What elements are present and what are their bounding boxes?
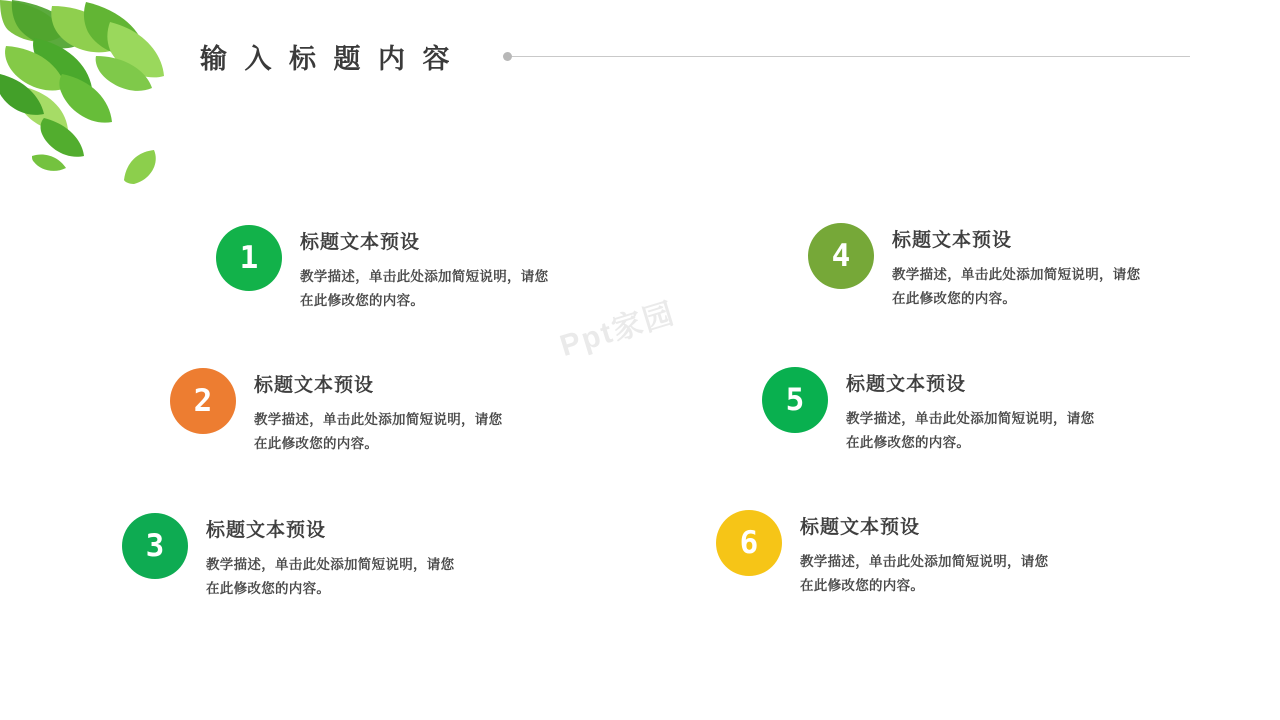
- list-item[interactable]: [762, 367, 1094, 454]
- item-desc-line-2: 在此修改您的内容。: [892, 290, 1017, 306]
- rule-dot-icon: [503, 52, 512, 61]
- item-desc-line-1: 教学描述，单击此处添加简短说明，请您: [254, 412, 503, 427]
- item-number-badge: 1: [216, 225, 282, 291]
- rule-line: [512, 56, 1190, 57]
- item-number-badge: 2: [170, 368, 236, 434]
- item-desc-line-2: 在此修改您的内容。: [254, 435, 379, 451]
- item-text-block: [892, 223, 1140, 310]
- item-text-block: [254, 368, 502, 455]
- item-title: 标题文本预设: [300, 232, 421, 253]
- item-number-badge: 5: [762, 367, 828, 433]
- content-items: [0, 205, 1280, 675]
- item-title: 标题文本预设: [254, 375, 375, 396]
- item-number-badge: 3: [122, 513, 188, 579]
- item-desc-line-2: 在此修改您的内容。: [846, 434, 971, 450]
- item-desc-line-1: 教学描述，单击此处添加简短说明，请您: [846, 411, 1095, 426]
- item-title: 标题文本预设: [206, 520, 327, 541]
- item-title: 标题文本预设: [892, 230, 1013, 251]
- item-text-block: [206, 513, 454, 600]
- item-desc-line-1: 教学描述，单击此处添加简短说明，请您: [300, 269, 549, 284]
- item-desc-line-1: 教学描述，单击此处添加简短说明，请您: [800, 554, 1049, 569]
- list-item[interactable]: [808, 223, 1140, 310]
- item-desc-line-1: 教学描述，单击此处添加简短说明，请您: [206, 557, 455, 572]
- leaf-decoration-small-left: [32, 152, 66, 174]
- item-desc-line-2: 在此修改您的内容。: [800, 577, 925, 593]
- list-item[interactable]: [122, 513, 454, 600]
- watermark: Ppt家园: [556, 296, 680, 364]
- item-text-block: [800, 510, 1048, 597]
- item-desc-line-2: 在此修改您的内容。: [206, 580, 331, 596]
- slide-header: [200, 30, 1190, 82]
- item-title: 标题文本预设: [846, 374, 967, 395]
- item-number-badge: 4: [808, 223, 874, 289]
- list-item[interactable]: [216, 225, 548, 312]
- item-number-badge: 6: [716, 510, 782, 576]
- title-rule: [503, 50, 1190, 62]
- list-item[interactable]: [716, 510, 1048, 597]
- leaf-decoration-cluster: [0, 0, 200, 210]
- page-title: 输 入 标 题 内 容: [200, 43, 455, 74]
- item-text-block: [300, 225, 548, 312]
- item-desc-line-2: 在此修改您的内容。: [300, 292, 425, 308]
- leaf-decoration-small-right: [122, 150, 162, 184]
- item-text-block: [846, 367, 1094, 454]
- item-desc-line-1: 教学描述，单击此处添加简短说明，请您: [892, 267, 1141, 282]
- list-item[interactable]: [170, 368, 502, 455]
- item-title: 标题文本预设: [800, 517, 921, 538]
